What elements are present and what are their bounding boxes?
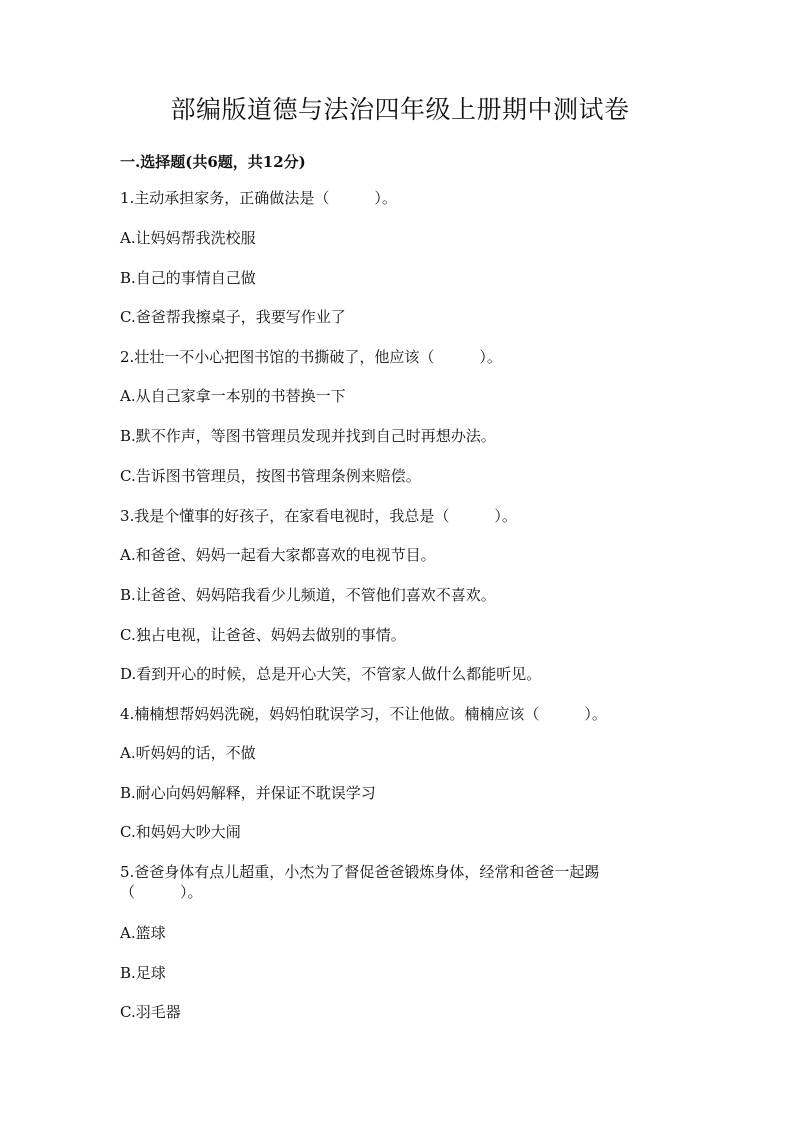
question-5-option-a: A.篮球 — [120, 924, 166, 942]
question-3-option-d: D.看到开心的时候，总是开心大笑，不管家人做什么都能听见。 — [120, 665, 542, 683]
question-1-option-b: B.自己的事情自己做 — [120, 269, 256, 287]
page-title: 部编版道德与法治四年级上册期中测试卷 — [170, 95, 630, 124]
question-2-stem: 2.壮壮一不小心把图书馆的书撕破了，他应该（ ）。 — [120, 348, 502, 366]
question-1-stem: 1.主动承担家务，正确做法是（ ）。 — [120, 189, 397, 207]
question-5-stem: 5.爸爸身体有点儿超重，小杰为了督促爸爸锻炼身体，经常和爸爸一起踢（ ）。 — [120, 863, 600, 901]
question-3-option-a: A.和爸爸、妈妈一起看大家都喜欢的电视节目。 — [120, 546, 436, 564]
question-3-option-b: B.让爸爸、妈妈陪我看少儿频道，不管他们喜欢不喜欢。 — [120, 586, 496, 604]
question-4-option-b: B.耐心向妈妈解释，并保证不耽误学习 — [120, 784, 376, 802]
section-heading: 一.选择题(共6题，共12分) — [120, 153, 306, 171]
question-1-option-a: A.让妈妈帮我洗校服 — [120, 229, 256, 247]
question-2-option-a: A.从自己家拿一本别的书替换一下 — [120, 387, 346, 405]
question-3-stem: 3.我是个懂事的好孩子，在家看电视时，我总是（ ）。 — [120, 507, 517, 525]
question-4-stem: 4.楠楠想帮妈妈洗碗，妈妈怕耽误学习，不让他做。楠楠应该（ ）。 — [120, 705, 607, 723]
question-2-option-c: C.告诉图书管理员，按图书管理条例来赔偿。 — [120, 467, 421, 485]
question-2-option-b: B.默不作声，等图书管理员发现并找到自己时再想办法。 — [120, 427, 496, 445]
question-4-option-c: C.和妈妈大吵大闹 — [120, 823, 241, 841]
question-3-option-c: C.独占电视，让爸爸、妈妈去做别的事情。 — [120, 626, 406, 644]
question-4-option-a: A.听妈妈的话，不做 — [120, 744, 256, 762]
question-5-option-c: C.羽毛器 — [120, 1003, 181, 1021]
question-5-option-b: B.足球 — [120, 964, 166, 982]
question-1-option-c: C.爸爸帮我擦桌子，我要写作业了 — [120, 308, 346, 326]
